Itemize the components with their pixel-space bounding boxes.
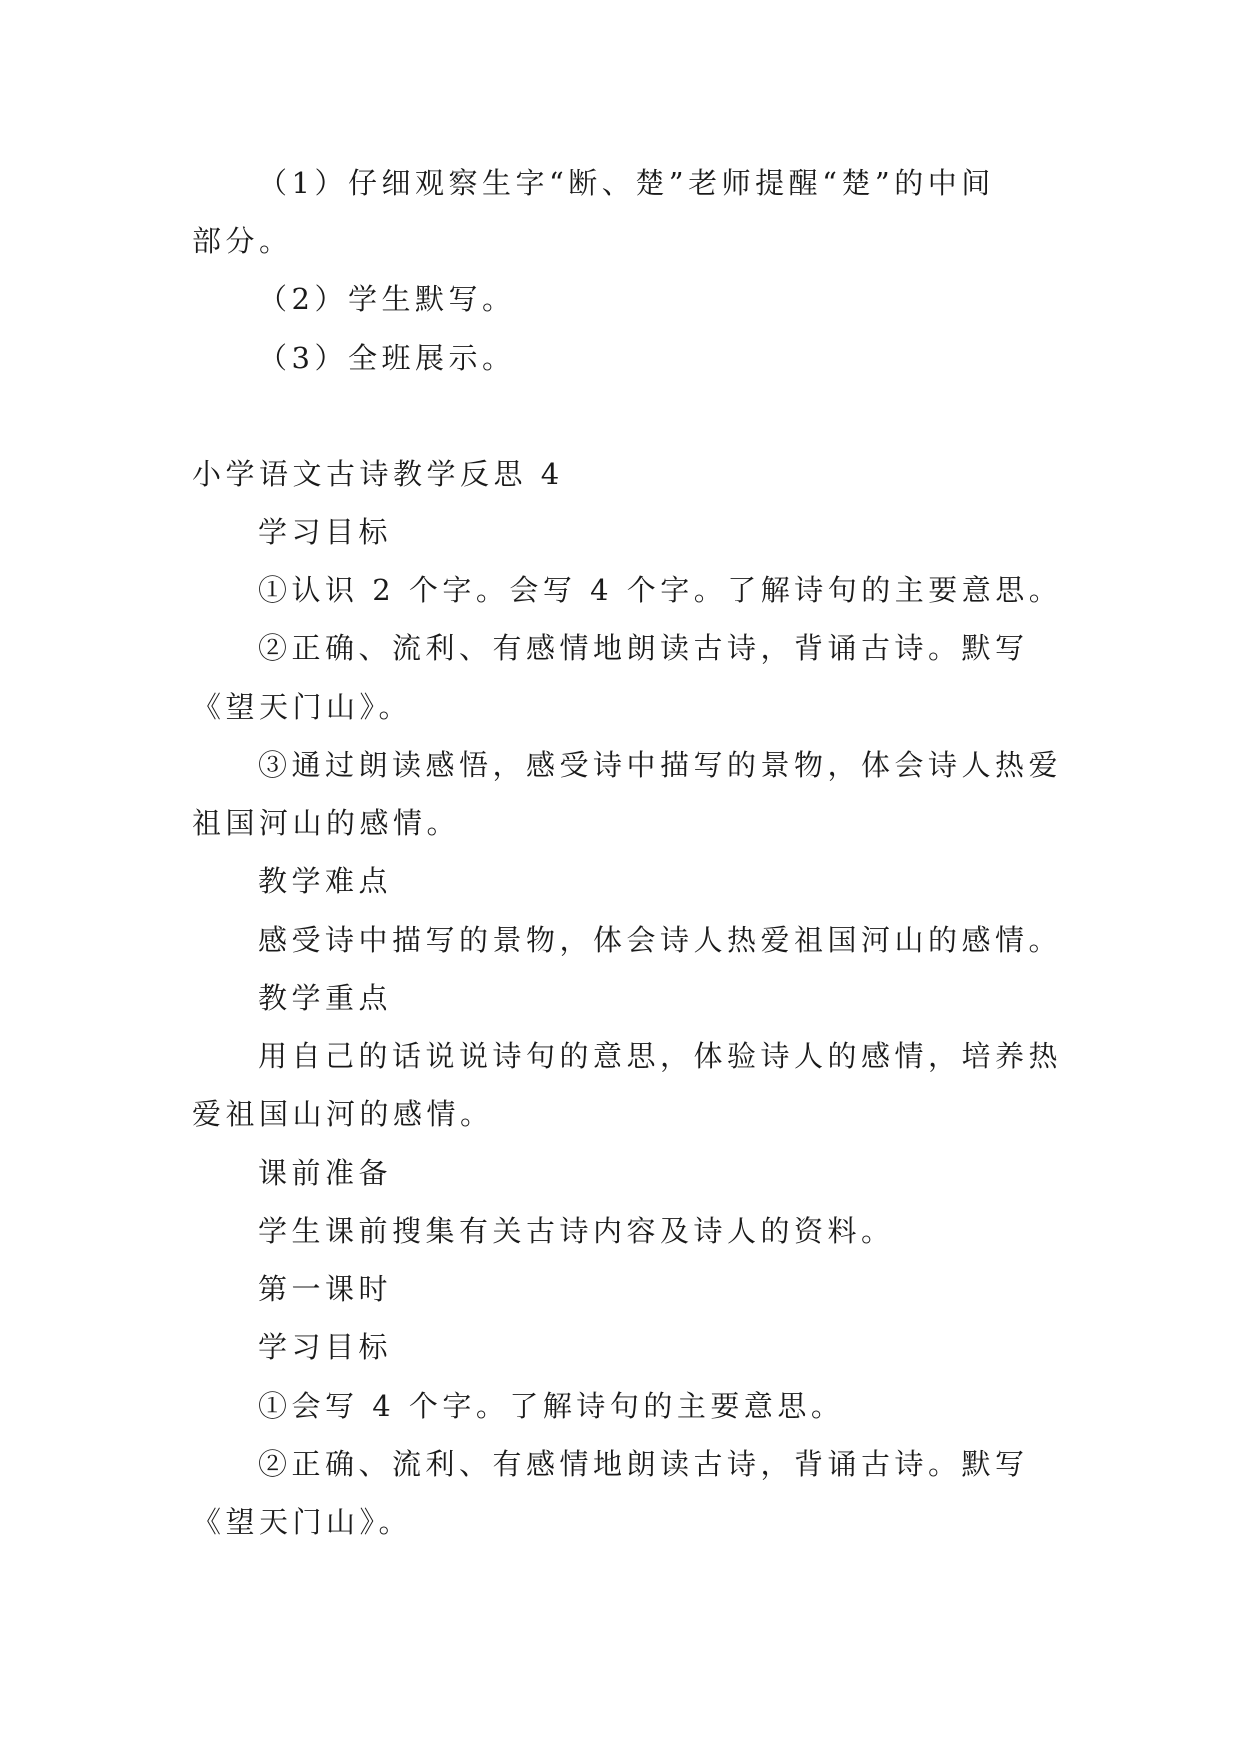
goal-3-line1: ③通过朗读感悟，感受诗中描写的景物，体会诗人热爱	[258, 748, 1063, 782]
difficulty-heading: 教学难点	[258, 864, 393, 898]
prep-text: 学生课前搜集有关古诗内容及诗人的资料。	[258, 1214, 895, 1248]
lesson1-goal-1: ①会写 4 个字。了解诗句的主要意思。	[258, 1389, 845, 1423]
prep-heading: 课前准备	[258, 1156, 393, 1190]
item2: （2）学生默写。	[258, 282, 516, 316]
focus-line2: 爱祖国山河的感情。	[192, 1097, 494, 1131]
lesson1-goals-heading: 学习目标	[258, 1330, 393, 1364]
goals-heading: 学习目标	[258, 515, 393, 549]
focus-line1: 用自己的话说说诗句的意思，体验诗人的感情，培养热	[258, 1039, 1063, 1073]
goal-2-line1: ②正确、流利、有感情地朗读古诗，背诵古诗。默写	[258, 631, 1029, 665]
lesson1-heading: 第一课时	[258, 1272, 393, 1306]
item3: （3）全班展示。	[258, 341, 516, 375]
focus-heading: 教学重点	[258, 981, 393, 1015]
goal-1: ①认识 2 个字。会写 4 个字。了解诗句的主要意思。	[258, 573, 1063, 607]
lesson1-goal-2-line1: ②正确、流利、有感情地朗读古诗，背诵古诗。默写	[258, 1447, 1029, 1481]
item1-line1: （1）仔细观察生字“断、楚”老师提醒“楚”的中间	[258, 166, 995, 200]
section-title: 小学语文古诗教学反思 4	[192, 457, 564, 491]
lesson1-goal-2-line2: 《望天门山》。	[192, 1505, 413, 1539]
goal-2-line2: 《望天门山》。	[192, 690, 413, 724]
item1-line2: 部分。	[192, 224, 293, 258]
difficulty-text: 感受诗中描写的景物，体会诗人热爱祖国河山的感情。	[258, 923, 1063, 957]
goal-3-line2: 祖国河山的感情。	[192, 806, 461, 840]
